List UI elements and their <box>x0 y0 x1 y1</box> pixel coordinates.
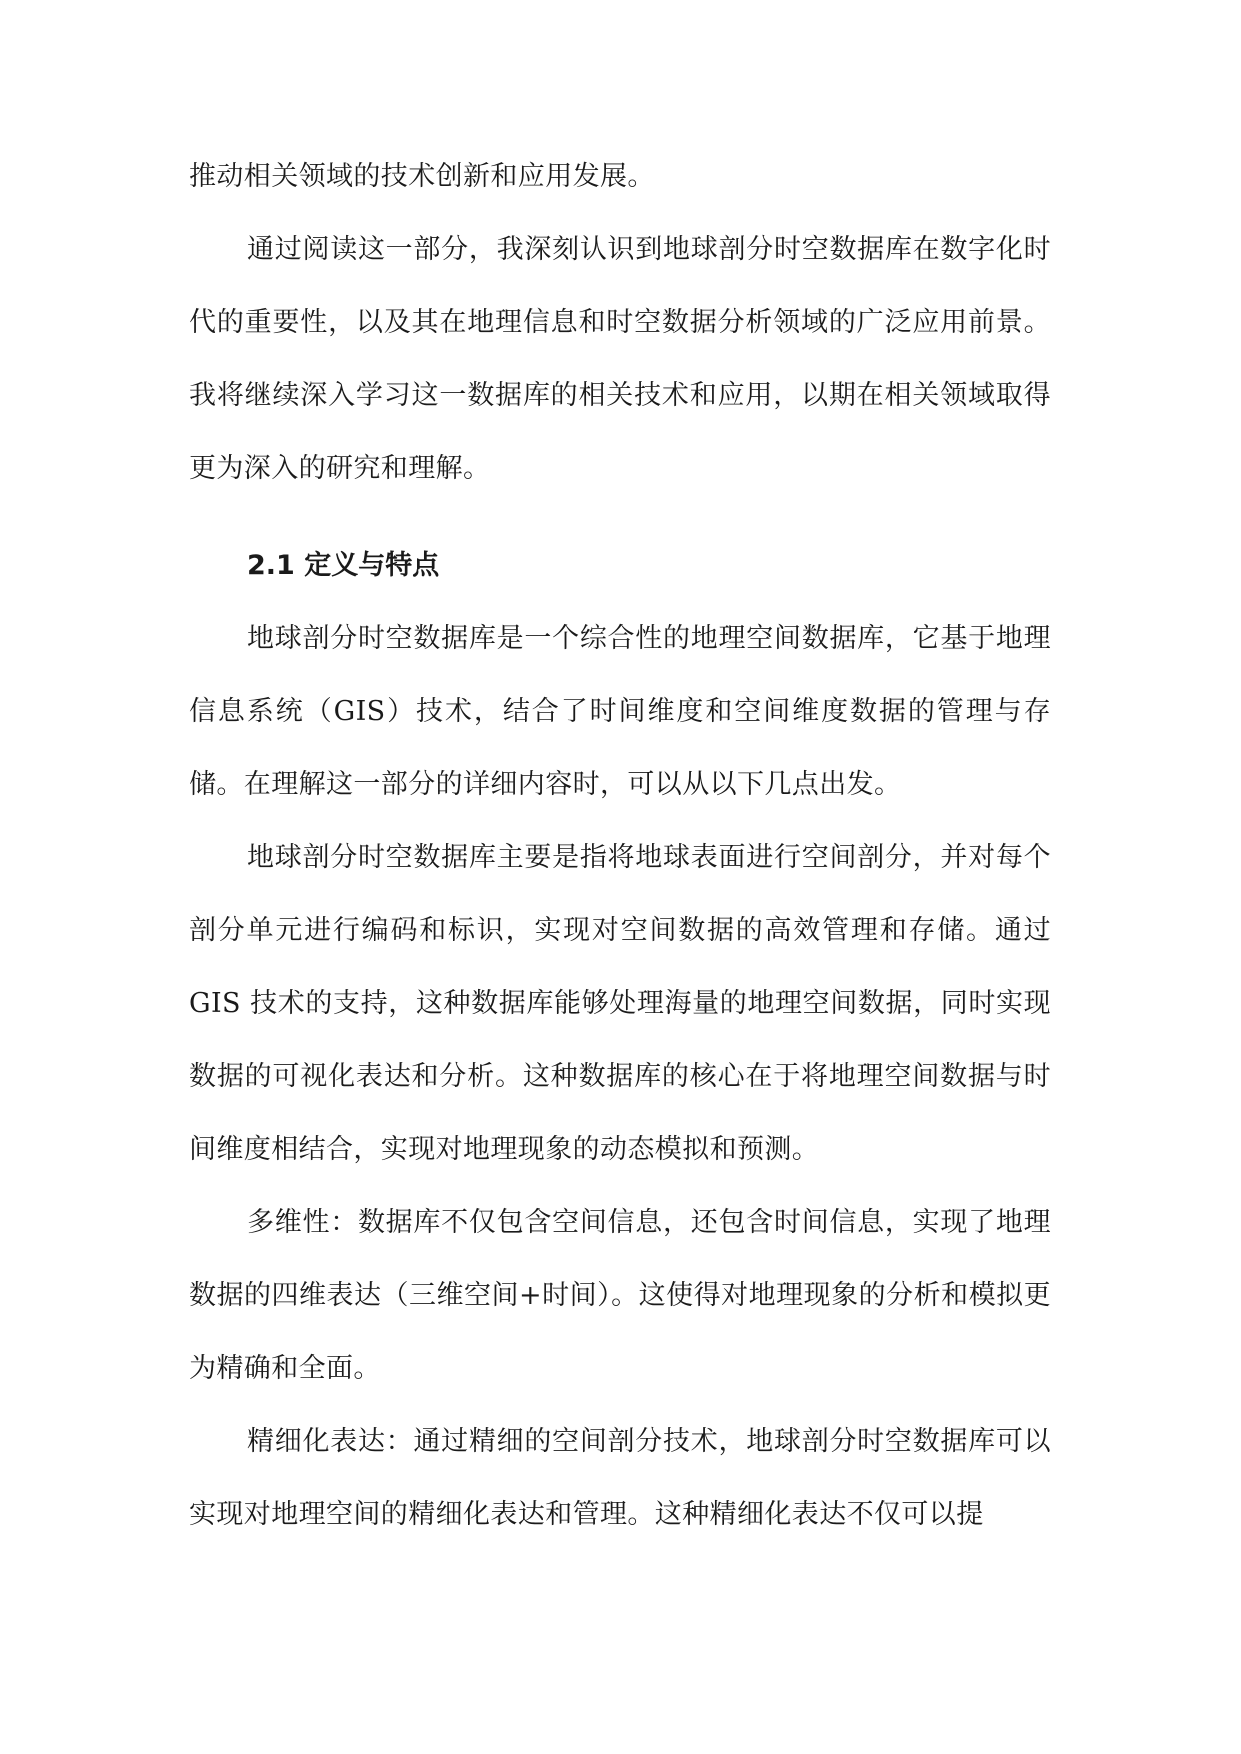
section-gap <box>189 505 1051 529</box>
document-page <box>189 140 1051 1551</box>
paragraph-fine-grained: 精细化表达：通过精细的空间剖分技术，地球剖分时空数据库可以实现对地理空间的精细化表达和管理。这种精细化表达不仅可以提 <box>189 1426 1051 1530</box>
paragraph-definition: 地球剖分时空数据库是一个综合性的地理空间数据库，它基于地理信息系统（GIS）技术，结合了时间维度和空间维度数据的管理与存储。在理解这一部分的详细内容时，可以从以下几点出发。 <box>189 623 1051 800</box>
paragraph-reflection: 通过阅读这一部分，我深刻认识到地球剖分时空数据库在数字化时代的重要性，以及其在地理信息和时空数据分析领域的广泛应用前景。我将继续深入学习这一数据库的相关技术和应用，以期在相关领域取得更为深入的研究和理解。 <box>189 234 1051 484</box>
paragraph-continuation: 推动相关领域的技术创新和应用发展。 <box>189 161 655 192</box>
section-heading: 2.1 定义与特点 <box>247 550 440 581</box>
paragraph-multidimensional: 多维性：数据库不仅包含空间信息，还包含时间信息，实现了地理数据的四维表达（三维空间+时间）。这使得对地理现象的分析和模拟更为精确和全面。 <box>189 1207 1051 1384</box>
paragraph-overview: 地球剖分时空数据库主要是指将地球表面进行空间剖分，并对每个剖分单元进行编码和标识，实现对空间数据的高效管理和存储。通过 GIS 技术的支持，这种数据库能够处理海量的地理空间数据，同时实现数据的可视化表达和分析。这种数据库的核心在于将地理空间数据与时间维度相结合，实现对地理现象的动态模拟和预测。 <box>189 842 1051 1165</box>
